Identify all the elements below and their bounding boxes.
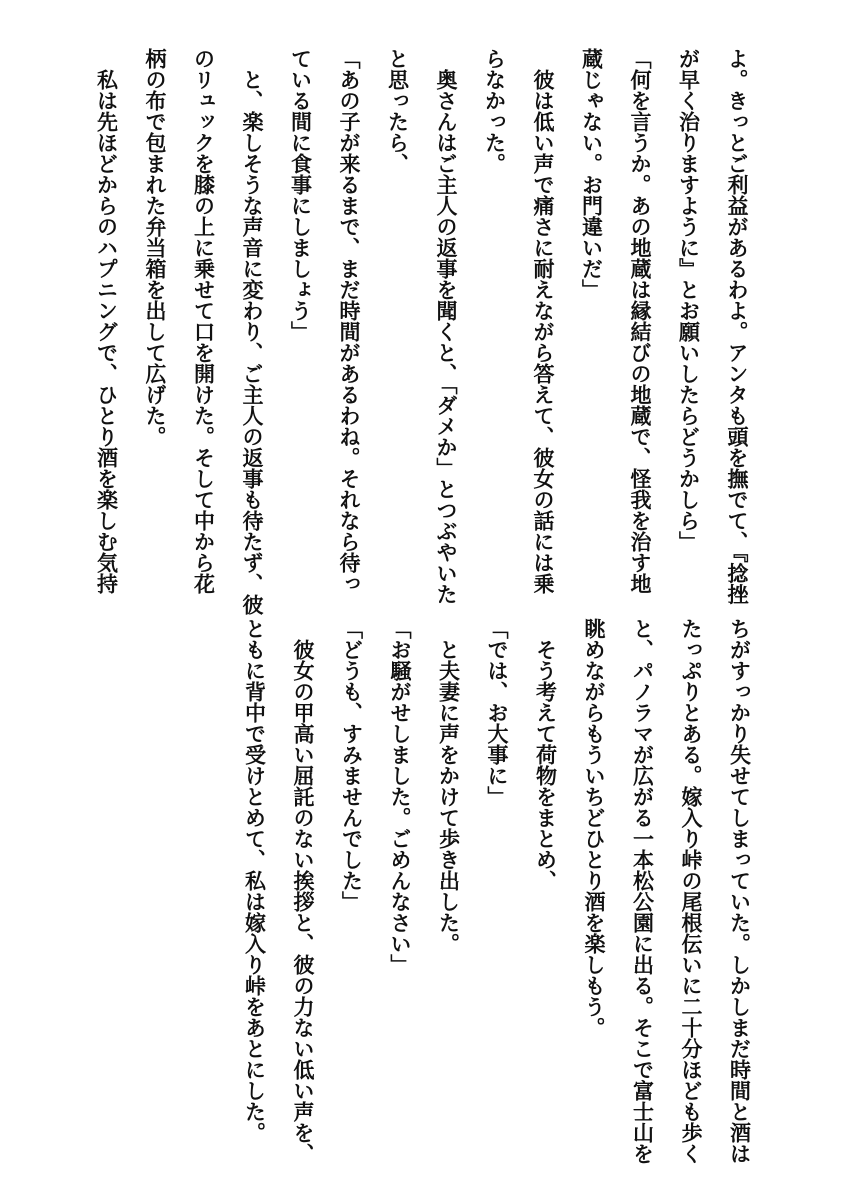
text-line: 彼は低い声で痛さに耐えながら答えて、彼女の話には乗 (531, 48, 556, 594)
text-line: 「お騒がせしました。ごめんなさい」 (388, 618, 413, 975)
text-line: のリュックを膝の上に乗せて口を開けた。そして中から花 (191, 48, 217, 594)
text-line: 蔵じゃない。お門違いだ」 (579, 48, 605, 300)
text-line: 「どうも、すみませんでした」 (339, 618, 365, 912)
text-line: 「何を言うか。あの地蔵は縁結びの地蔵で、怪我を治す地 (628, 48, 653, 594)
text-line: と夫妻に声をかけて歩き出した。 (436, 618, 462, 954)
text-line: 奥さんはご主人の返事を聞くと、「ダメか」とつぶやいた (434, 48, 459, 605)
text-line: よ。きっとご利益があるわよ。アンタも頭を撫でて、『捻挫 (725, 48, 750, 605)
upper-text-block (82, 48, 761, 615)
text-line: そう考えて荷物をまとめ、 (533, 618, 559, 891)
text-line: 柄の布で包まれた弁当箱を出して広げた。 (143, 48, 168, 447)
text-line: 眺めながらもういちどひとり酒を楽しもう。 (582, 618, 607, 1038)
text-line: ちがすっかり失せてしまっていた。しかしまだ時間と酒は (727, 618, 753, 1164)
text-line: と、パノラマが広がる一本松公園に出る。そこで富士山を (630, 618, 656, 1164)
text-line: 私は先ほどからのハプニングで、ひとり酒を楽しむ気持 (94, 48, 120, 594)
text-line: 彼女の甲高い屈託のない挨拶と、彼の力ない低い声を、 (291, 618, 316, 1164)
lower-text-block (230, 618, 764, 1164)
text-line: と、楽しそうな声音に変わり、ご主人の返事も待たず、彼 (240, 48, 265, 615)
text-line: らなかった。 (482, 48, 508, 174)
text-line: と思ったら、 (385, 48, 411, 174)
text-line: ている間に食事にしましょう」 (288, 48, 314, 342)
text-line: たっぷりとある。嫁入り峠の尾根伝いに二十分ほども歩く (679, 618, 704, 1164)
text-line: が早く治りますように』とお願いしたらどうかしら」 (676, 48, 702, 552)
text-line: ともに背中で受けとめて、私は嫁入り峠をあとにした。 (242, 618, 268, 1143)
text-line: 「では、お大事に」 (485, 618, 510, 807)
text-line: 「あの子が来るまで、まだ時間があるわね。それなら待っ (337, 48, 362, 594)
